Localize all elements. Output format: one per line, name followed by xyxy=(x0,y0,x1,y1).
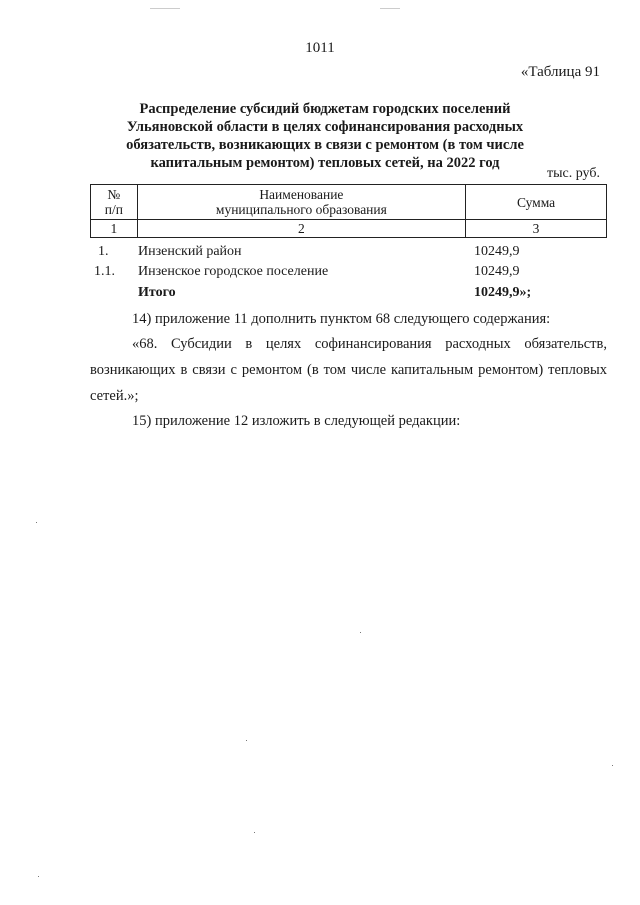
paragraph-68: «68. Субсидии в целях софинансирования расходных обязательств, возникающих в связи с ремонтом (в том числе капитальным ремонтом) тепловых сетей.»; xyxy=(90,336,607,404)
scan-artifact xyxy=(360,632,361,633)
index-col-2: 2 xyxy=(137,220,465,238)
scan-artifact xyxy=(38,876,39,877)
table-reference: «Таблица 91 xyxy=(520,64,600,80)
scan-artifact xyxy=(246,740,247,741)
scan-artifact xyxy=(612,765,613,766)
scan-artifact xyxy=(150,8,180,9)
table-row xyxy=(0,264,640,284)
paragraph-15: 15) приложение 12 изложить в следующей редакции: xyxy=(132,413,461,429)
index-col-3: 3 xyxy=(466,220,607,238)
table-header-row xyxy=(91,185,607,220)
scan-artifact xyxy=(254,832,255,833)
subsidy-table xyxy=(90,184,607,238)
row-name: Инзенский район xyxy=(138,244,242,259)
total-sum: 10249,9»; xyxy=(474,285,532,300)
document-title: Распределение субсидий бюджетам городских поселений Ульяновской области в целях софинансирования расходных обязательств, возникающих в связи с ремонтом (в том числе капитальным ремонтом) тепловых сетей, на 2022 год xyxy=(126,101,524,171)
table-row xyxy=(0,244,640,264)
paragraph-14: 14) приложение 11 дополнить пунктом 68 следующего содержания: xyxy=(132,311,551,327)
row-name: Инзенское городское поселение xyxy=(138,264,329,279)
total-row xyxy=(0,285,640,305)
total-label: Итого xyxy=(138,285,176,300)
row-sum: 10249,9 xyxy=(474,244,520,259)
header-sum: Сумма xyxy=(466,185,607,220)
index-col-1: 1 xyxy=(91,220,138,238)
scan-artifact xyxy=(380,8,400,9)
header-number: № п/п xyxy=(91,185,138,220)
row-sum: 10249,9 xyxy=(474,264,520,279)
table-index-row xyxy=(91,220,607,238)
header-name: Наименование муниципального образования xyxy=(137,185,465,220)
unit-label: тыс. руб. xyxy=(547,166,600,181)
row-number: 1. xyxy=(98,244,109,259)
row-number: 1.1. xyxy=(94,264,115,279)
page-number: 1011 xyxy=(305,40,335,56)
scan-artifact xyxy=(36,522,37,523)
